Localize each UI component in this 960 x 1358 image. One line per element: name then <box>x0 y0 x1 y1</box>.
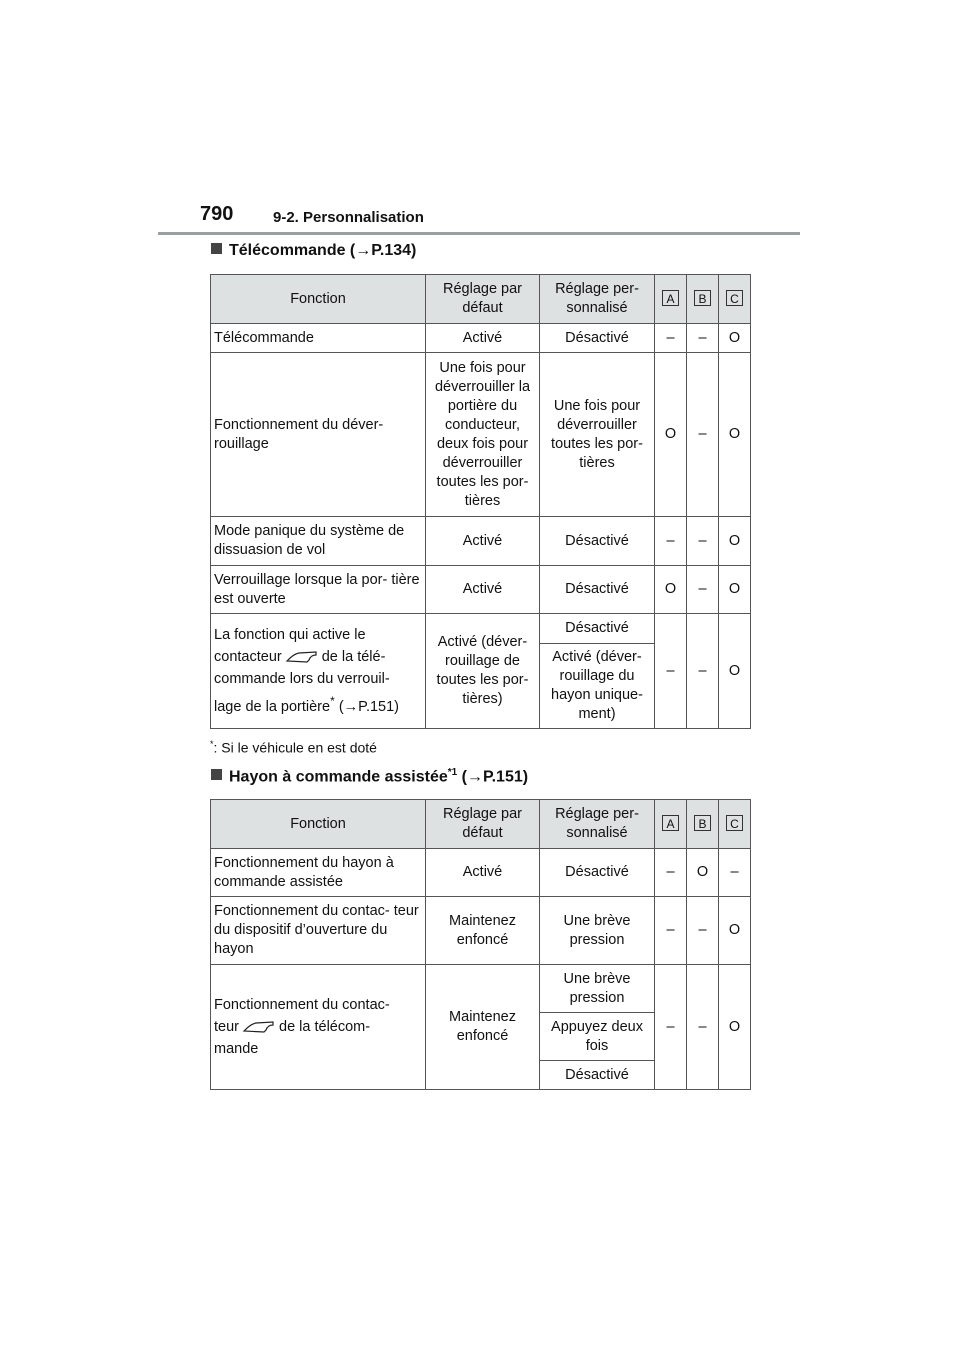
cell-c: O <box>719 324 751 353</box>
cell-b: – <box>687 965 719 1090</box>
cell-a: – <box>655 517 687 566</box>
cell-custom: Une fois pour déverrouiller toutes les por- tières <box>540 353 655 517</box>
chapter-title: 9-2. Personnalisation <box>273 209 424 226</box>
cell-default: Une fois pour déverrouiller la portière du conducteur, deux fois pour déverrouiller toutes les por- tières <box>426 353 540 517</box>
cell-custom: Désactivé <box>540 849 655 897</box>
cell-a: O <box>655 353 687 517</box>
section-title-remote-text: Télécommande (→P.134) <box>229 242 417 259</box>
fonction-line: de la télé- <box>321 649 386 666</box>
cell-b: O <box>687 849 719 897</box>
tailgate-key-button-icon <box>285 650 319 664</box>
badge-c: C <box>726 815 743 831</box>
fonction-line: contacteur <box>214 649 282 666</box>
cell-fonction <box>211 965 426 1090</box>
badge-b: B <box>694 290 711 306</box>
cell-b: – <box>687 566 719 614</box>
cell-c: O <box>719 517 751 566</box>
table-row <box>211 517 751 566</box>
table-row <box>211 353 751 517</box>
cell-c: O <box>719 897 751 965</box>
cell-custom: Désactivé <box>540 517 655 566</box>
cell-b: – <box>687 324 719 353</box>
fonction-line: Fonctionnement du contac- <box>214 997 390 1013</box>
fonction-line: La fonction qui active le <box>214 627 366 644</box>
cell-a: – <box>655 965 687 1090</box>
cell-c: O <box>719 566 751 614</box>
table-row <box>211 324 751 353</box>
cell-fonction: Mode panique du système de dissuasion de vol <box>211 517 426 566</box>
badge-b: B <box>694 815 711 831</box>
cell-fonction: Fonctionnement du déver- rouillage <box>211 353 426 517</box>
col-header-fonction: Fonction <box>211 275 426 324</box>
cell-a: O <box>655 566 687 614</box>
header-divider <box>158 232 800 235</box>
cell-custom: Activé (déver- rouillage du hayon unique- ment) <box>540 644 655 729</box>
cell-a: – <box>655 897 687 965</box>
section-title-tailgate-text: Hayon à commande assistée <box>229 768 448 786</box>
footnote <box>210 739 377 756</box>
square-bullet-icon <box>211 243 222 254</box>
cell-b: – <box>687 517 719 566</box>
cell-custom: Désactivé <box>540 566 655 614</box>
cell-fonction: Verrouillage lorsque la por- tière est ouverte <box>211 566 426 614</box>
section-title-remote <box>211 242 416 260</box>
fonction-line: de la télécom- <box>279 1019 371 1035</box>
cell-fonction: Télécommande <box>211 324 426 353</box>
table-row <box>211 897 751 965</box>
cell-a: – <box>655 614 687 729</box>
cell-default: Maintenez enfoncé <box>426 965 540 1090</box>
footnote-text: : Si le véhicule en est doté <box>213 739 377 756</box>
section-title-tailgate <box>211 767 528 786</box>
page-reference: (→P.151) <box>338 698 399 715</box>
table-row <box>211 566 751 614</box>
cell-custom: Appuyez deux fois <box>540 1013 655 1061</box>
col-header-default: Réglage par défaut <box>426 800 540 849</box>
cell-default: Maintenez enfoncé <box>426 897 540 965</box>
badge-a: A <box>662 290 679 306</box>
cell-custom: Désactivé <box>540 324 655 353</box>
col-header-c <box>719 800 751 849</box>
footnote-marker: * <box>210 739 214 749</box>
col-header-b <box>687 800 719 849</box>
tailgate-settings-table <box>210 799 751 1090</box>
fonction-line: teur <box>214 1019 239 1035</box>
cell-fonction: Fonctionnement du contac- teur du dispositif d’ouverture du hayon <box>211 897 426 965</box>
badge-c: C <box>726 290 743 306</box>
cell-b: – <box>687 897 719 965</box>
cell-fonction <box>211 614 426 729</box>
footnote-marker: *1 <box>447 767 458 778</box>
col-header-a <box>655 275 687 324</box>
cell-b: – <box>687 614 719 729</box>
table-row <box>211 614 751 644</box>
cell-c: O <box>719 965 751 1090</box>
cell-b: – <box>687 353 719 517</box>
cell-default: Activé <box>426 566 540 614</box>
tailgate-key-button-icon <box>242 1020 276 1034</box>
cell-fonction: Fonctionnement du hayon à commande assistée <box>211 849 426 897</box>
cell-default: Activé <box>426 849 540 897</box>
col-header-b <box>687 275 719 324</box>
cell-c: O <box>719 614 751 729</box>
fonction-line: lage de la portière <box>214 698 331 715</box>
cell-a: – <box>655 324 687 353</box>
remote-settings-table <box>210 274 751 729</box>
cell-custom: Une brève pression <box>540 897 655 965</box>
col-header-custom: Réglage per- sonnalisé <box>540 800 655 849</box>
cell-c: O <box>719 353 751 517</box>
table-row <box>211 849 751 897</box>
col-header-custom: Réglage per- sonnalisé <box>540 275 655 324</box>
cell-default: Activé <box>426 517 540 566</box>
badge-a: A <box>662 815 679 831</box>
table-row <box>211 965 751 1013</box>
cell-custom: Désactivé <box>540 1061 655 1090</box>
page-number: 790 <box>200 203 234 225</box>
col-header-c <box>719 275 751 324</box>
page-reference: (→P.151) <box>461 768 529 786</box>
col-header-fonction: Fonction <box>211 800 426 849</box>
square-bullet-icon <box>211 769 222 780</box>
cell-custom: Une brève pression <box>540 965 655 1013</box>
cell-custom: Désactivé <box>540 614 655 644</box>
col-header-default: Réglage par défaut <box>426 275 540 324</box>
col-header-a <box>655 800 687 849</box>
fonction-line: commande lors du verrouil- <box>214 671 390 688</box>
cell-default: Activé (déver- rouillage de toutes les por- tières) <box>426 614 540 729</box>
fonction-line: mande <box>214 1041 259 1057</box>
cell-c: – <box>719 849 751 897</box>
cell-a: – <box>655 849 687 897</box>
cell-default: Activé <box>426 324 540 353</box>
footnote-marker: * <box>330 694 335 709</box>
